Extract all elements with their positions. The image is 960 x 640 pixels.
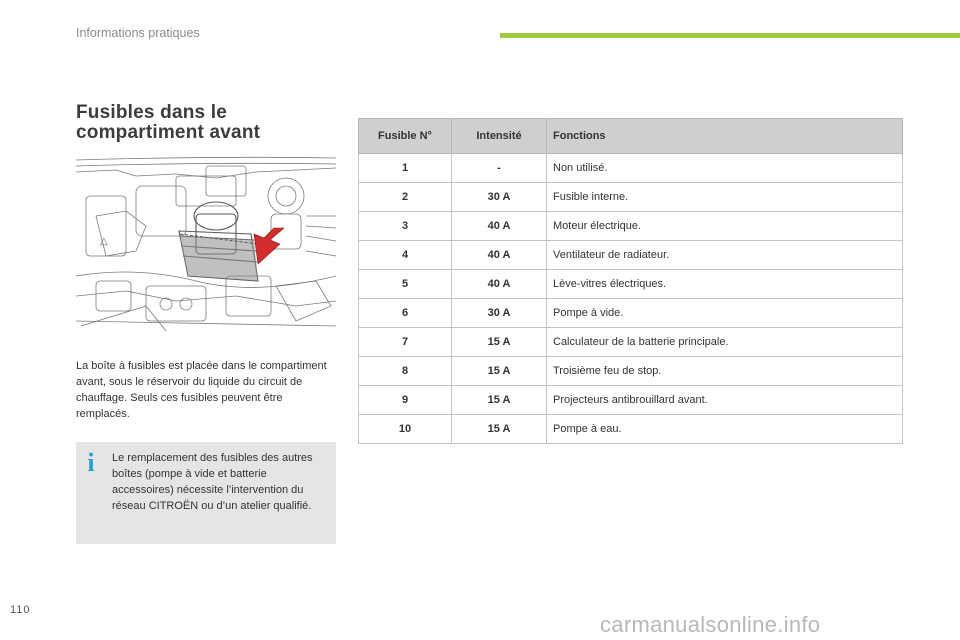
cell-amp: 15 A bbox=[452, 328, 547, 357]
cell-fuse: 8 bbox=[359, 357, 452, 386]
cell-amp: - bbox=[452, 154, 547, 183]
info-box bbox=[76, 442, 336, 544]
info-icon: i bbox=[87, 448, 95, 477]
table-row bbox=[359, 328, 903, 357]
header-fuse-number: Fusible N° bbox=[359, 119, 452, 154]
table-row bbox=[359, 183, 903, 212]
page-number: 110 bbox=[10, 604, 31, 616]
cell-amp: 40 A bbox=[452, 270, 547, 299]
cell-fuse: 3 bbox=[359, 212, 452, 241]
red-arrow-icon bbox=[254, 228, 284, 264]
page-title bbox=[76, 103, 336, 143]
section-header: Informations pratiques bbox=[76, 26, 200, 40]
table-header-row bbox=[359, 119, 903, 154]
cell-fuse: 4 bbox=[359, 241, 452, 270]
body-paragraph: La boîte à fusibles est placée dans le compartiment avant, sous le réservoir du liquide du circuit de chauffage. Seuls ces fusibles peuvent être remplacés. bbox=[76, 360, 327, 420]
info-text: Le remplacement des fusibles des autres boîtes (pompe à vide et batterie accessoires) nécessite l’intervention du réseau CITROËN ou d’un atelier qualifié. bbox=[112, 452, 313, 512]
cell-fuse: 9 bbox=[359, 386, 452, 415]
cell-fuse: 2 bbox=[359, 183, 452, 212]
cell-function: Ventilateur de radiateur. bbox=[547, 241, 903, 270]
header-functions: Fonctions bbox=[547, 119, 903, 154]
cell-amp: 40 A bbox=[452, 241, 547, 270]
fuse-table bbox=[358, 118, 903, 444]
cell-function: Projecteurs antibrouillard avant. bbox=[547, 386, 903, 415]
cell-fuse: 1 bbox=[359, 154, 452, 183]
svg-text:△: △ bbox=[100, 236, 108, 247]
cell-fuse: 5 bbox=[359, 270, 452, 299]
cell-amp: 30 A bbox=[452, 299, 547, 328]
cell-amp: 15 A bbox=[452, 415, 547, 444]
table-row bbox=[359, 415, 903, 444]
cell-function: Fusible interne. bbox=[547, 183, 903, 212]
table-row bbox=[359, 241, 903, 270]
cell-function: Lève-vitres électriques. bbox=[547, 270, 903, 299]
table-row bbox=[359, 154, 903, 183]
cell-fuse: 10 bbox=[359, 415, 452, 444]
cell-fuse: 6 bbox=[359, 299, 452, 328]
table-row bbox=[359, 270, 903, 299]
cell-amp: 30 A bbox=[452, 183, 547, 212]
cell-function: Calculateur de la batterie principale. bbox=[547, 328, 903, 357]
cell-function: Troisième feu de stop. bbox=[547, 357, 903, 386]
cell-function: Non utilisé. bbox=[547, 154, 903, 183]
page-title-line2: compartiment avant bbox=[76, 122, 261, 143]
cell-function: Moteur électrique. bbox=[547, 212, 903, 241]
cell-amp: 15 A bbox=[452, 357, 547, 386]
table-row bbox=[359, 212, 903, 241]
cell-fuse: 7 bbox=[359, 328, 452, 357]
page-title-line1: Fusibles dans le bbox=[76, 102, 228, 123]
cell-amp: 40 A bbox=[452, 212, 547, 241]
cell-function: Pompe à eau. bbox=[547, 415, 903, 444]
table-row bbox=[359, 299, 903, 328]
accent-bar bbox=[500, 33, 960, 38]
cell-amp: 15 A bbox=[452, 386, 547, 415]
table-row bbox=[359, 357, 903, 386]
cell-function: Pompe à vide. bbox=[547, 299, 903, 328]
engine-compartment-diagram bbox=[76, 156, 336, 334]
watermark: carmanualsonline.info bbox=[600, 612, 821, 637]
table-row bbox=[359, 386, 903, 415]
header-intensity: Intensité bbox=[452, 119, 547, 154]
